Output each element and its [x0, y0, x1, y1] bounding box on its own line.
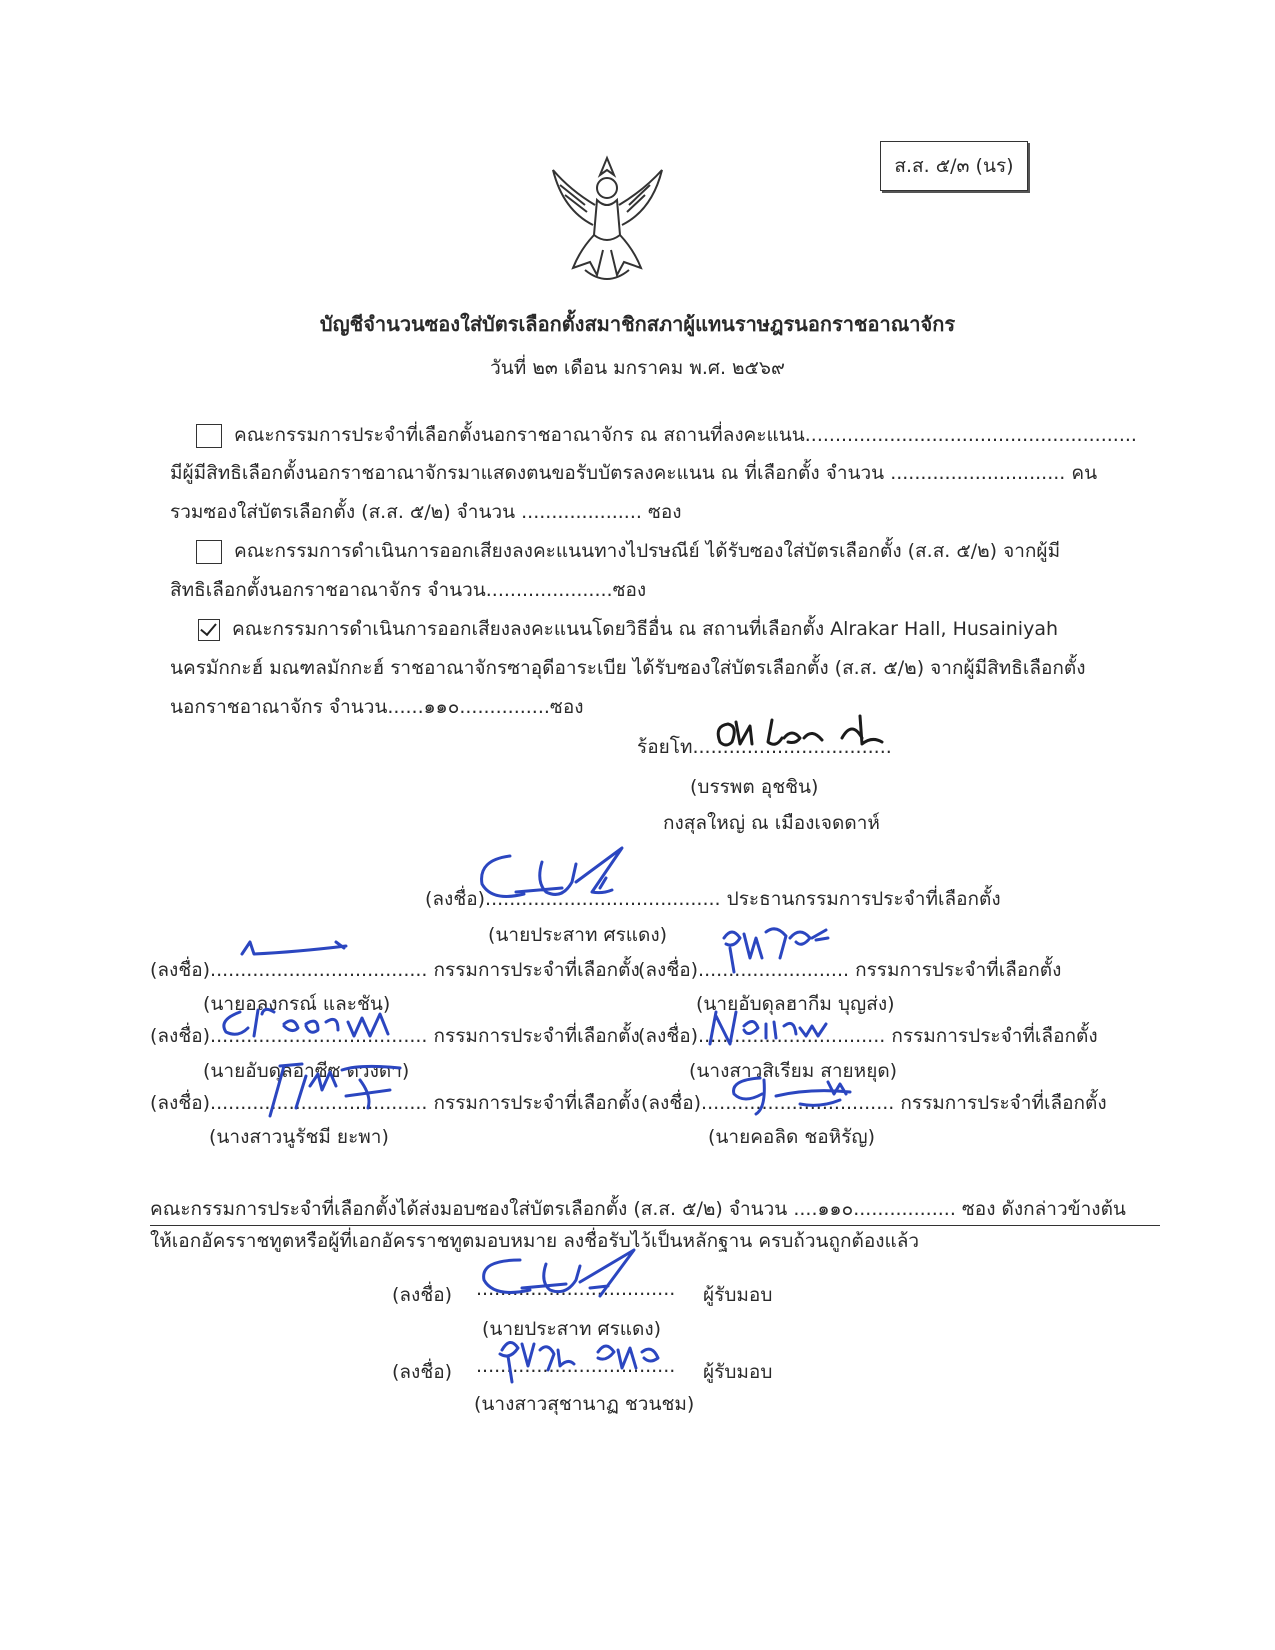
receiver2-role: ผู้รับมอบ — [703, 1361, 773, 1383]
document-date: วันที่ ๒๓ เดือน มกราคม พ.ศ. ๒๕๖๙ — [490, 357, 785, 379]
section1-line1 — [196, 420, 1137, 450]
receiver1-role: ผู้รับมอบ — [703, 1284, 773, 1306]
committee3-signature — [214, 1000, 404, 1044]
section1-checkbox[interactable] — [196, 424, 222, 448]
section1-line3: รวมซองใส่บัตรเลือกตั้ง (ส.ส. ๕/๒) จำนวน .................... ซอง — [170, 501, 682, 523]
receiver1-dots: ................................. — [476, 1278, 676, 1300]
committee5-name: (นางสาวนูรัชมี ยะพา) — [209, 1126, 389, 1148]
section1-line2: มีผู้มีสิทธิเลือกตั้งนอกราชอาณาจักรมาแสดงตนขอรับบัตรลงคะแนน ณ ที่เลือกตั้ง จำนวน ............................. คน — [170, 462, 1098, 484]
document-title: บัญชีจำนวนซองใส่บัตรเลือกตั้งสมาชิกสภาผู้แทนราษฎรนอกราชอาณาจักร — [319, 312, 956, 336]
receiver2-name: (นางสาวสุชานาฏ ชวนชม) — [474, 1393, 695, 1415]
section2-checkbox[interactable] — [196, 540, 222, 564]
committee4-name: (นางสาวสิเรียม สายหยุด) — [689, 1060, 898, 1082]
section2-line1 — [196, 536, 1060, 566]
handover-line1: คณะกรรมการประจำที่เลือกตั้งได้ส่งมอบซองใส่บัตรเลือกตั้ง (ส.ส. ๕/๒) จำนวน ....๑๑๐................. ซอง ดังกล่าวข้างต้น — [150, 1198, 1126, 1220]
committee4-sign-line: (ลงชื่อ)............................... กรรมการประจำที่เลือกตั้ง — [638, 1025, 1098, 1047]
committee1-signature — [236, 936, 356, 966]
section2-text1: คณะกรรมการดำเนินการออกเสียงลงคะแนนทางไปรษณีย์ ได้รับซองใส่บัตรเลือกตั้ง (ส.ส. ๕/๒) จากผู้มี — [234, 540, 1061, 562]
consul-signature — [712, 708, 892, 756]
form-code: ส.ส. ๕/๓ (นร) — [894, 155, 1014, 177]
committee3-name: (นายอับดุลอาซีซ ดวงดา) — [203, 1060, 410, 1082]
form-code-box — [880, 141, 1028, 191]
committee5-signature — [250, 1056, 420, 1120]
receiver2-dots: ................................. — [476, 1355, 676, 1377]
receiver1-sign-label: (ลงชื่อ) — [392, 1284, 453, 1306]
receiver2-sign-label: (ลงชื่อ) — [392, 1361, 453, 1383]
section3-line1 — [198, 614, 1058, 644]
section3-checkbox-checked[interactable] — [198, 619, 220, 641]
committee2-name: (นายอับดุลฮากีม บุญส่ง) — [696, 993, 895, 1015]
committee3-sign-line: (ลงชื่อ).................................... กรรมการประจำที่เลือกตั้ง — [150, 1025, 640, 1047]
committee1-sign-line: (ลงชื่อ).................................... กรรมการประจำที่เลือกตั้ง — [150, 959, 640, 981]
section3-line3: นอกราชอาณาจักร จำนวน......๑๑๐...............ซอง — [170, 696, 584, 718]
committee1-name: (นายอลงกรณ์ และชัน) — [203, 993, 391, 1015]
committee6-signature — [700, 1064, 870, 1124]
committee6-name: (นายคอลิด ชอหิรัญ) — [708, 1126, 875, 1148]
garuda-emblem — [545, 150, 670, 290]
committee2-signature — [716, 918, 836, 978]
section1-text1: คณะกรรมการประจำที่เลือกตั้งนอกราชอาณาจักร ณ สถานที่ลงคะแนน....................................................... — [234, 424, 1137, 446]
committee2-sign-line: (ลงชื่อ)......................... กรรมการประจำที่เลือกตั้ง — [638, 959, 1062, 981]
section2-line2: สิทธิเลือกตั้งนอกราชอาณาจักร จำนวน.....................ซอง — [170, 579, 647, 601]
committee4-signature — [700, 1004, 840, 1048]
committee5-sign-line: (ลงชื่อ).................................... กรรมการประจำที่เลือกตั้ง — [150, 1092, 640, 1114]
consul-sign-line: ร้อยโท................................. — [637, 736, 892, 758]
section3-line2: นครมักกะฮ์ มณฑลมักกะฮ์ ราชอาณาจักรซาอุดีอาระเบีย ได้รับซองใส่บัตรเลือกตั้ง (ส.ส. ๕/๒) จากผู้มีสิทธิเลือกตั้ง — [170, 657, 1086, 679]
section3-text1: คณะกรรมการดำเนินการออกเสียงลงคะแนนโดยวิธีอื่น ณ สถานที่เลือกตั้ง Alrakar Hall, Husainiyah — [232, 618, 1058, 640]
consul-name: (บรรพต อุชชิน) — [690, 776, 819, 798]
chairman-name: (นายประสาท ศรแดง) — [488, 924, 668, 946]
receiver1-name: (นายประสาท ศรแดง) — [482, 1318, 662, 1340]
chairman-signature — [472, 842, 642, 912]
receiver1-signature — [476, 1242, 646, 1308]
chairman-sign-line: (ลงชื่อ)....................................... ประธานกรรมการประจำที่เลือกตั้ง — [425, 888, 1001, 910]
receiver2-signature — [488, 1330, 678, 1386]
committee6-sign-line: (ลงชื่อ)................................ กรรมการประจำที่เลือกตั้ง — [641, 1092, 1107, 1114]
consul-position: กงสุลใหญ่ ณ เมืองเจดดาห์ — [663, 812, 880, 834]
handover-line2: ให้เอกอัครราชทูตหรือผู้ที่เอกอัครราชทูตมอบหมาย ลงชื่อรับไว้เป็นหลักฐาน ครบถ้วนถูกต้องแล้ว — [150, 1230, 920, 1252]
